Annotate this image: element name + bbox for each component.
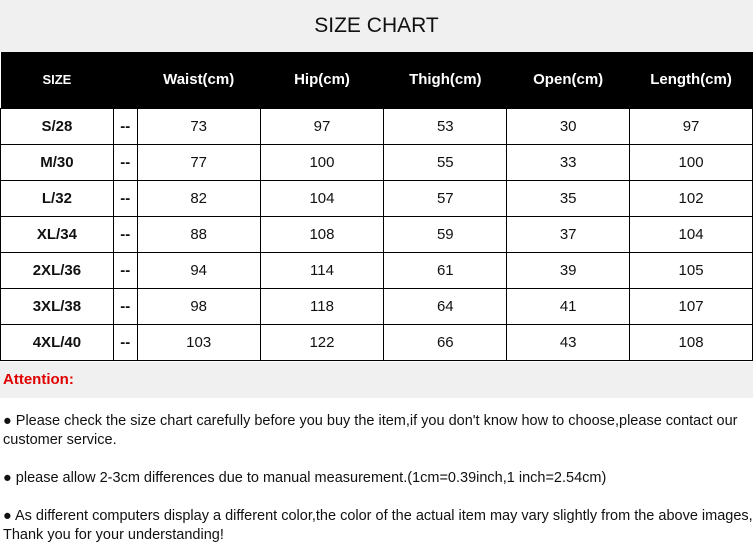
note-color: ● As different computers display a different color,the color of the actual item may vary slightly from the above images, Thank you for your understanding! <box>3 508 753 543</box>
value-cell: 107 <box>630 288 753 324</box>
value-cell: 102 <box>630 180 753 216</box>
value-cell: 61 <box>384 252 507 288</box>
size-table <box>0 52 753 361</box>
value-cell: 39 <box>507 252 630 288</box>
column-header: Length(cm) <box>630 52 753 108</box>
value-cell: 82 <box>137 180 260 216</box>
dash-cell: -- <box>113 216 137 252</box>
value-cell: 37 <box>507 216 630 252</box>
table-row <box>1 216 753 252</box>
size-cell: L/32 <box>1 180 114 216</box>
value-cell: 97 <box>630 108 753 144</box>
value-cell: 108 <box>630 324 753 360</box>
table-row <box>1 324 753 360</box>
value-cell: 114 <box>260 252 384 288</box>
size-cell: 3XL/38 <box>1 288 114 324</box>
value-cell: 30 <box>507 108 630 144</box>
value-cell: 88 <box>137 216 260 252</box>
value-cell: 55 <box>384 144 507 180</box>
column-header: Thigh(cm) <box>384 52 507 108</box>
table-row <box>1 252 753 288</box>
value-cell: 100 <box>630 144 753 180</box>
table-row <box>1 144 753 180</box>
size-cell: 4XL/40 <box>1 324 114 360</box>
value-cell: 97 <box>260 108 384 144</box>
value-cell: 35 <box>507 180 630 216</box>
column-header: SIZE <box>1 52 114 108</box>
dash-cell: -- <box>113 252 137 288</box>
value-cell: 73 <box>137 108 260 144</box>
header-row <box>1 52 753 108</box>
column-header: Open(cm) <box>507 52 630 108</box>
value-cell: 43 <box>507 324 630 360</box>
size-cell: XL/34 <box>1 216 114 252</box>
value-cell: 103 <box>137 324 260 360</box>
table-row <box>1 180 753 216</box>
value-cell: 41 <box>507 288 630 324</box>
table-row <box>1 288 753 324</box>
value-cell: 66 <box>384 324 507 360</box>
dash-cell: -- <box>113 180 137 216</box>
size-cell: 2XL/36 <box>1 252 114 288</box>
value-cell: 104 <box>630 216 753 252</box>
page-title: SIZE CHART <box>0 0 753 52</box>
dash-cell: -- <box>113 288 137 324</box>
value-cell: 94 <box>137 252 260 288</box>
dash-cell: -- <box>113 324 137 360</box>
value-cell: 100 <box>260 144 384 180</box>
column-header: Hip(cm) <box>260 52 384 108</box>
note-measurement: ● please allow 2-3cm differences due to manual measurement.(1cm=0.39inch,1 inch=2.54cm) <box>3 470 607 486</box>
value-cell: 77 <box>137 144 260 180</box>
value-cell: 122 <box>260 324 384 360</box>
value-cell: 105 <box>630 252 753 288</box>
size-cell: S/28 <box>1 108 114 144</box>
value-cell: 104 <box>260 180 384 216</box>
column-header <box>113 52 137 108</box>
value-cell: 57 <box>384 180 507 216</box>
note-size-check: ● Please check the size chart carefully before you buy the item,if you don't know how to choose,please contact our customer service. <box>3 413 738 448</box>
value-cell: 108 <box>260 216 384 252</box>
column-header: Waist(cm) <box>137 52 260 108</box>
value-cell: 98 <box>137 288 260 324</box>
attention-label: Attention: <box>0 362 753 398</box>
dash-cell: -- <box>113 108 137 144</box>
value-cell: 59 <box>384 216 507 252</box>
size-cell: M/30 <box>1 144 114 180</box>
value-cell: 64 <box>384 288 507 324</box>
value-cell: 118 <box>260 288 384 324</box>
table-row <box>1 108 753 144</box>
dash-cell: -- <box>113 144 137 180</box>
value-cell: 53 <box>384 108 507 144</box>
value-cell: 33 <box>507 144 630 180</box>
